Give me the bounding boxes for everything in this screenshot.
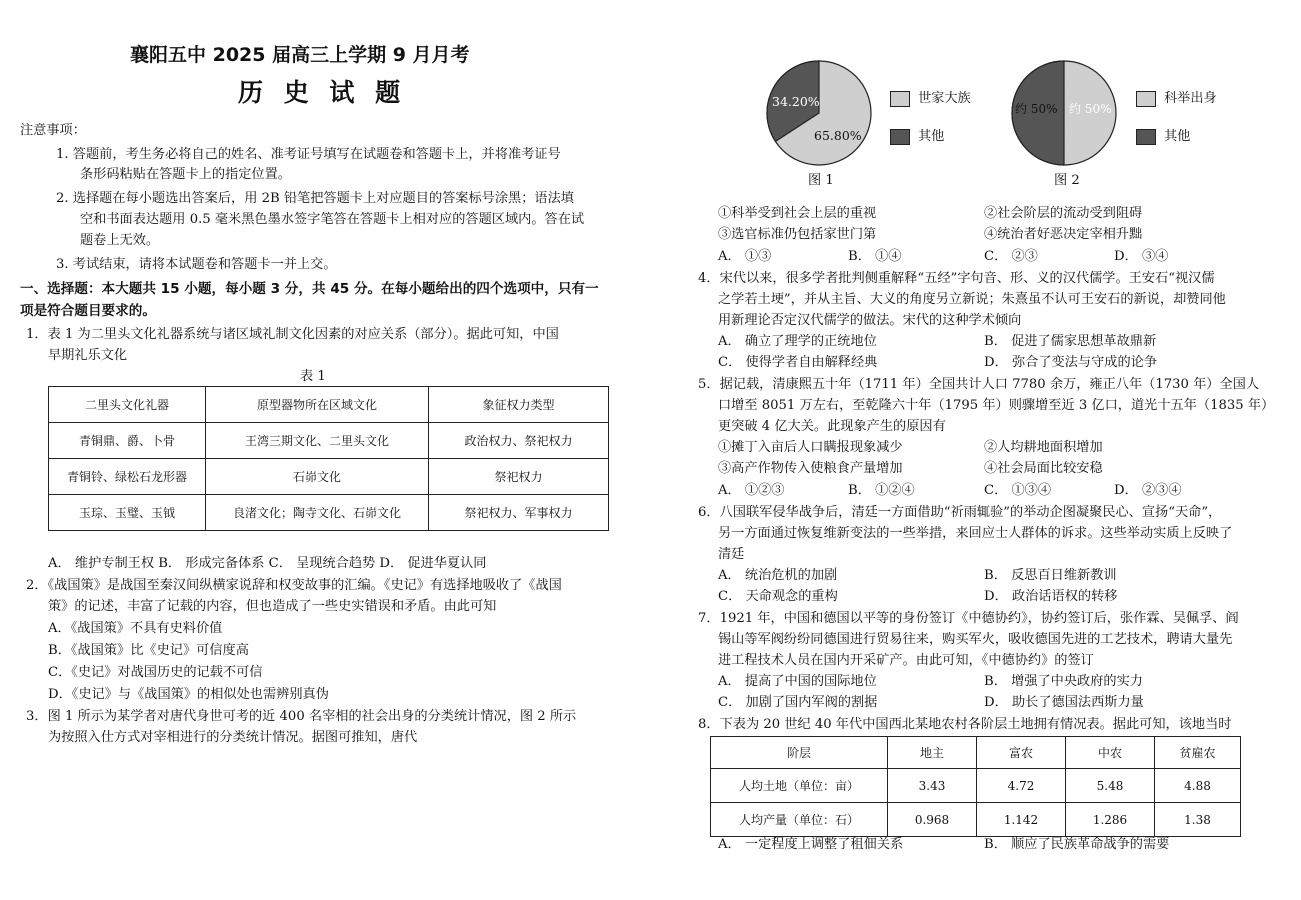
q8-cell: 人均土地（单位：亩） — [711, 769, 888, 803]
q8-header: 阶层 — [711, 737, 888, 769]
legend-swatch — [890, 91, 910, 107]
q5-item: ①摊丁入亩后人口瞒报现象减少 — [718, 440, 903, 455]
q3-option-b: B． ①④ — [848, 249, 902, 264]
q5-stem: 5．据记载，清康熙五十年（1711 年）全国共计人口 7780 余万，雍正八年（1730 年）全国人 — [698, 377, 1260, 392]
q8-header: 贫雇农 — [1155, 737, 1241, 769]
q7-stem: 锡山等军阀纷纷同德国进行贸易往来，购买军火，吸收德国先进的工艺技术，聘请大量先 — [718, 632, 1233, 647]
table1-caption: 表 1 — [300, 369, 326, 384]
q8-cell: 3.43 — [888, 769, 977, 803]
q3-option-a: A． ①③ — [718, 249, 772, 264]
q4-stem: 用新理论否定汉代儒学的做法。宋代的这种学术倾向 — [718, 313, 1022, 328]
table1-cell: 祭祀权力、军事权力 — [429, 495, 609, 531]
table1-cell: 良渚文化；陶寺文化、石峁文化 — [206, 495, 429, 531]
q3-item: ①科举受到社会上层的重视 — [718, 206, 877, 221]
legend-swatch — [1136, 91, 1156, 107]
q4-stem: 之学若土埂”，并从主旨、大义的角度另立新说；朱熹虽不认可王安石的新说，却赞同他 — [718, 292, 1226, 307]
q2-stem: 2．《战国策》是战国至秦汉间纵横家说辞和权变故事的汇编。《史记》有选择地吸收了《战国 — [26, 578, 562, 593]
q8-stem: 8．下表为 20 世纪 40 年代中国西北某地农村各阶层土地拥有情况表。据此可知，该地当时 — [698, 717, 1232, 732]
q8-cell: 4.88 — [1155, 769, 1241, 803]
table1-cell: 玉琮、玉璧、玉钺 — [49, 495, 206, 531]
q5-stem: 更突破 4 亿大关。此现象产生的原因有 — [718, 419, 946, 434]
q5-option-c: C． ①③④ — [984, 483, 1052, 498]
q8-header: 地主 — [888, 737, 977, 769]
table1-cell: 石峁文化 — [206, 459, 429, 495]
q6-option-a: A． 统治危机的加剧 — [718, 568, 838, 583]
q8-cell: 4.72 — [977, 769, 1066, 803]
q8-option-b: B． 顺应了民族革命战争的需要 — [984, 837, 1170, 852]
pie2-legend-b — [1136, 128, 1190, 146]
q7-stem: 7．1921 年，中国和德国以平等的身份签订《中德协约》，协约签订后，张作霖、吴佩孚、阎 — [698, 611, 1239, 626]
legend-swatch — [1136, 129, 1156, 145]
subject-title: 历 史 试 题 — [238, 78, 407, 107]
q1-stem: 早期礼乐文化 — [48, 348, 128, 363]
q6-stem: 清廷 — [718, 547, 745, 562]
q1-options: A． 维护专制王权 B． 形成完备体系 C． 呈现统合趋势 D． 促进华夏认同 — [48, 556, 487, 571]
q6-option-b: B． 反思百日维新教训 — [984, 568, 1117, 583]
q2-option-c: C．《史记》对战国历史的记载不可信 — [48, 665, 263, 680]
table1-header: 象征权力类型 — [429, 387, 609, 423]
q8-header: 中农 — [1066, 737, 1155, 769]
fig1-caption: 图 1 — [808, 173, 834, 188]
q4-option-a: A． 确立了理学的正统地位 — [718, 334, 877, 349]
q6-option-d: D． 政治话语权的转移 — [984, 589, 1118, 604]
table1 — [48, 386, 609, 531]
q4-option-c: C． 使得学者自由解释经典 — [718, 355, 878, 370]
q3-item: ③选官标准仍包括家世门第 — [718, 227, 877, 242]
notes-heading: 注意事项： — [20, 123, 86, 138]
legend-swatch — [890, 129, 910, 145]
q7-option-a: A． 提高了中国的国际地位 — [718, 674, 877, 689]
q5-item: ④社会局面比较安稳 — [984, 461, 1103, 476]
q8-option-a: A． 一定程度上调整了租佃关系 — [718, 837, 904, 852]
pie1-legend-a — [890, 90, 971, 108]
q5-option-d: D． ②③④ — [1114, 483, 1182, 498]
q2-option-b: B．《战国策》比《史记》可信度高 — [48, 643, 249, 658]
legend-label: 其他 — [1164, 129, 1191, 144]
q5-item: ②人均耕地面积增加 — [984, 440, 1103, 455]
table1-header: 二里头文化礼器 — [49, 387, 206, 423]
table-q8 — [710, 736, 1241, 837]
q8-cell: 1.286 — [1066, 803, 1155, 837]
q2-stem: 策》的记述，丰富了记载的内容，但也造成了一些史实错误和矛盾。由此可知 — [48, 599, 497, 614]
q3-stem: 3．图 1 所示为某学者对唐代身世可考的近 400 名宰相的社会出身的分类统计情况，图 2 所示 — [26, 709, 577, 724]
legend-label: 世家大族 — [918, 91, 971, 106]
q8-cell: 5.48 — [1066, 769, 1155, 803]
q8-cell: 1.142 — [977, 803, 1066, 837]
q4-stem: 4．宋代以来，很多学者批判侧重解释“五经”字句音、形、义的汉代儒学。王安石“视汉儒 — [698, 271, 1215, 286]
q1-stem: 1．表 1 为二里头文化礼器系统与诸区域礼制文化因素的对应关系（部分）。据此可知，中国 — [26, 327, 559, 342]
q3-item: ④统治者好恶决定宰相升黜 — [984, 227, 1143, 242]
q2-option-a: A．《战国策》不具有史料价值 — [48, 621, 223, 636]
pie2-legend-a — [1136, 90, 1217, 108]
pie-chart-2 — [1009, 58, 1119, 168]
note-line: 条形码粘贴在答题卡上的指定位置。 — [80, 167, 291, 182]
section-heading: 一、选择题：本大题共 15 小题，每小题 3 分，共 45 分。在每小题给出的四个选项中，只有一 — [20, 281, 599, 297]
fig2-caption: 图 2 — [1054, 173, 1080, 188]
pie1-legend-b — [890, 128, 944, 146]
pie1-label-main: 65.80% — [814, 128, 862, 143]
note-line: 3. 考试结束，请将本试题卷和答题卡一并上交。 — [56, 257, 337, 272]
q4-option-d: D． 弥合了变法与守成的论争 — [984, 355, 1158, 370]
q8-header: 富农 — [977, 737, 1066, 769]
q7-option-c: C． 加剧了国内军阀的割据 — [718, 695, 878, 710]
q7-option-b: B． 增强了中央政府的实力 — [984, 674, 1143, 689]
pie1-label-other: 34.20% — [772, 94, 820, 109]
table1-cell: 青铜鼎、爵、卜骨 — [49, 423, 206, 459]
table1-cell: 政治权力、祭祀权力 — [429, 423, 609, 459]
q3-option-c: C． ②③ — [984, 249, 1038, 264]
q5-option-b: B． ①②④ — [848, 483, 915, 498]
pie2-label-a: 约 50% — [1015, 102, 1058, 116]
q3-option-d: D． ③④ — [1114, 249, 1169, 264]
table1-cell: 祭祀权力 — [429, 459, 609, 495]
q7-stem: 进工程技术人员在国内开采矿产。由此可知，《中德协约》的签订 — [718, 653, 1094, 668]
q8-cell: 0.968 — [888, 803, 977, 837]
q8-cell: 人均产量（单位：石） — [711, 803, 888, 837]
q5-stem: 口增至 8051 万左右，至乾隆六十年（1795 年）则骤增至近 3 亿口，道光十五年（1835 年） — [718, 398, 1275, 413]
pie-chart-1 — [764, 58, 874, 168]
q5-item: ③高产作物传入使粮食产量增加 — [718, 461, 903, 476]
q8-cell: 1.38 — [1155, 803, 1241, 837]
table1-cell: 青铜铃、绿松石龙形器 — [49, 459, 206, 495]
q3-stem: 为按照入仕方式对宰相进行的分类统计情况。据图可推知，唐代 — [48, 730, 418, 745]
q5-option-a: A． ①②③ — [718, 483, 785, 498]
table1-header: 原型器物所在区域文化 — [206, 387, 429, 423]
legend-label: 其他 — [918, 129, 945, 144]
q2-option-d: D．《史记》与《战国策》的相似处也需辨别真伪 — [48, 687, 329, 702]
section-heading: 项是符合题目要求的。 — [20, 303, 156, 319]
q6-stem: 另一方面通过恢复维新变法的一些举措，来回应士人群体的诉求。这些举动实质上反映了 — [718, 526, 1233, 541]
q3-item: ②社会阶层的流动受到阻碍 — [984, 206, 1143, 221]
q6-option-c: C． 天命观念的重构 — [718, 589, 838, 604]
q6-stem: 6．八国联军侵华战争后，清廷一方面借助“祈雨辄验”的举动企图凝聚民心、宣扬“天命”， — [698, 505, 1222, 520]
pie2-label-b: 约 50% — [1069, 102, 1112, 116]
note-line: 2. 选择题在每小题选出答案后，用 2B 铅笔把答题卡上对应题目的答案标号涂黑；语法填 — [56, 191, 574, 206]
note-line: 空和书面表达题用 0.5 毫米黑色墨水签字笔答在答题卡上相对应的答题区域内。答在试 — [80, 212, 585, 227]
exam-title: 襄阳五中 2025 届高三上学期 9 月月考 — [130, 44, 470, 66]
legend-label: 科举出身 — [1164, 91, 1217, 106]
q7-option-d: D． 助长了德国法西斯力量 — [984, 695, 1144, 710]
note-line: 题卷上无效。 — [80, 233, 160, 248]
q4-option-b: B． 促进了儒家思想革故鼎新 — [984, 334, 1157, 349]
table1-cell: 王湾三期文化、二里头文化 — [206, 423, 429, 459]
note-line: 1. 答题前，考生务必将自己的姓名、准考证号填写在试题卷和答题卡上，并将准考证号 — [56, 147, 561, 162]
